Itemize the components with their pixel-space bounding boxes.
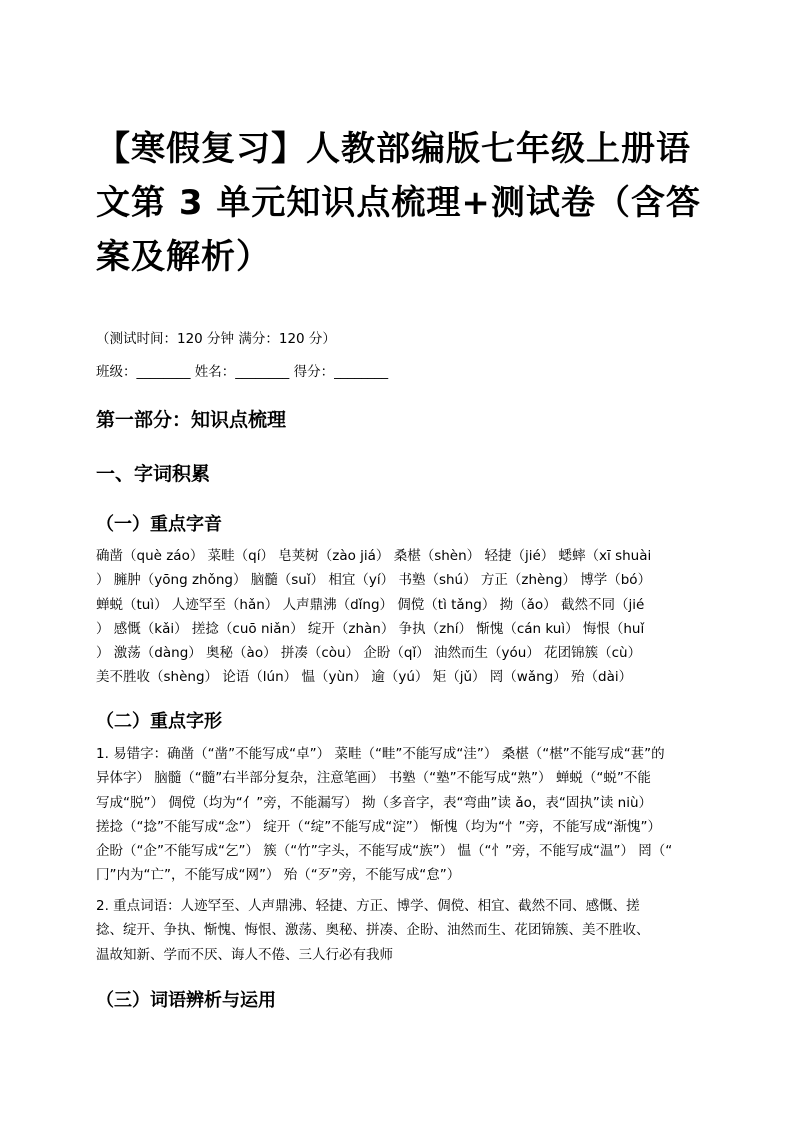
text-line: 捻、绽开、争执、惭愧、悔恨、激荡、奥秘、拼凑、企盼、油然而生、花团锦簇、美不胜收、 xyxy=(96,922,650,939)
part1-heading: 第一部分：知识点梳理 xyxy=(96,409,287,431)
document-title xyxy=(96,122,716,284)
key-vocabulary xyxy=(96,894,708,967)
text-line: ） 激荡（dàng） 奥秘（ào） 拼凑（còu） 企盼（qǐ） 油然而生（yóu） 花团锦簇（cù） xyxy=(96,645,642,662)
sub3-heading: （三）词语辨析与运用 xyxy=(96,990,276,1011)
text-line: ） 感慨（kǎi） 搓捻（cuō niǎn） 绽开（zhàn） 争执（zhí） 惭愧（cán kuì） 悔恨（huǐ xyxy=(96,620,645,637)
text-line: 蝉蜕（tuì） 人迹罕至（hǎn） 人声鼎沸（dǐng） 倜傥（tì tǎng） 拗（ǎo） 截然不同（jié xyxy=(96,596,645,613)
text-line: 1. 易错字：确凿（“凿”不能写成“卓”） 菜畦（“畦”不能写成“洼”） 桑椹（“椹”不能写成“葚”的 xyxy=(96,746,665,762)
title-line: 【寒假复习】人教部编版七年级上册语 xyxy=(96,129,691,169)
section1-heading: 一、字词积累 xyxy=(96,463,211,485)
text-line: 2. 重点词语：人迹罕至、人声鼎沸、轻捷、方正、博学、倜傥、相宜、截然不同、感慨、搓 xyxy=(96,898,640,914)
sub2-heading: （二）重点字形 xyxy=(96,711,222,732)
text-line: 写成“脱”） 倜傥（均为“亻”旁，不能漏写） 拗（多音字，表“弯曲”读 ǎo，表“固执”读 niù） xyxy=(96,794,653,811)
text-line: 确凿（què záo） 菜畦（qí） 皂荚树（zào jiá） 桑椹（shèn） 轻捷（jié） 蟋蟀（xī shuài xyxy=(96,548,652,564)
text-line: 温故知新、学而不厌、诲人不倦、三人行必有我师 xyxy=(96,946,393,963)
text-line: 企盼（“企”不能写成“乞”） 簇（“竹”字头，不能写成“族”） 愠（“忄”旁，不能写成“温”） 罔（“ xyxy=(96,843,673,860)
text-line: 搓捻（“捻”不能写成“念”） 绽开（“绽”不能写成“淀”） 惭愧（均为“忄”旁，不能写成“渐愧”） xyxy=(96,818,662,835)
student-fields: 班级：________ 姓名：________ 得分：________ xyxy=(96,364,389,380)
title-line: 案及解析） xyxy=(96,237,271,277)
pronunciation-list xyxy=(96,544,708,690)
title-line: 文第 3 单元知识点梳理+测试卷（含答 xyxy=(96,183,701,223)
text-line: 冂”内为“亡”，不能写成“网”） 殆（“歹”旁，不能写成“怠”） xyxy=(96,867,461,884)
text-line: 美不胜收（shèng） 论语（lún） 愠（yùn） 逾（yú） 矩（jǔ） 罔（wǎng） 殆（dài） xyxy=(96,669,633,686)
text-line: 异体字） 脑髓（“髓”右半部分复杂，注意笔画） 书塾（“塾”不能写成“熟”） 蝉蜕（“蜕”不能 xyxy=(96,770,651,787)
sub1-heading: （一）重点字音 xyxy=(96,514,222,535)
error-prone-characters xyxy=(96,742,708,888)
text-line: ） 臃肿（yōng zhǒng） 脑髓（suǐ） 相宜（yí） 书塾（shú） 方正（zhèng） 博学（bó） xyxy=(96,572,652,589)
exam-info: （测试时间：120 分钟 满分：120 分） xyxy=(96,331,336,347)
